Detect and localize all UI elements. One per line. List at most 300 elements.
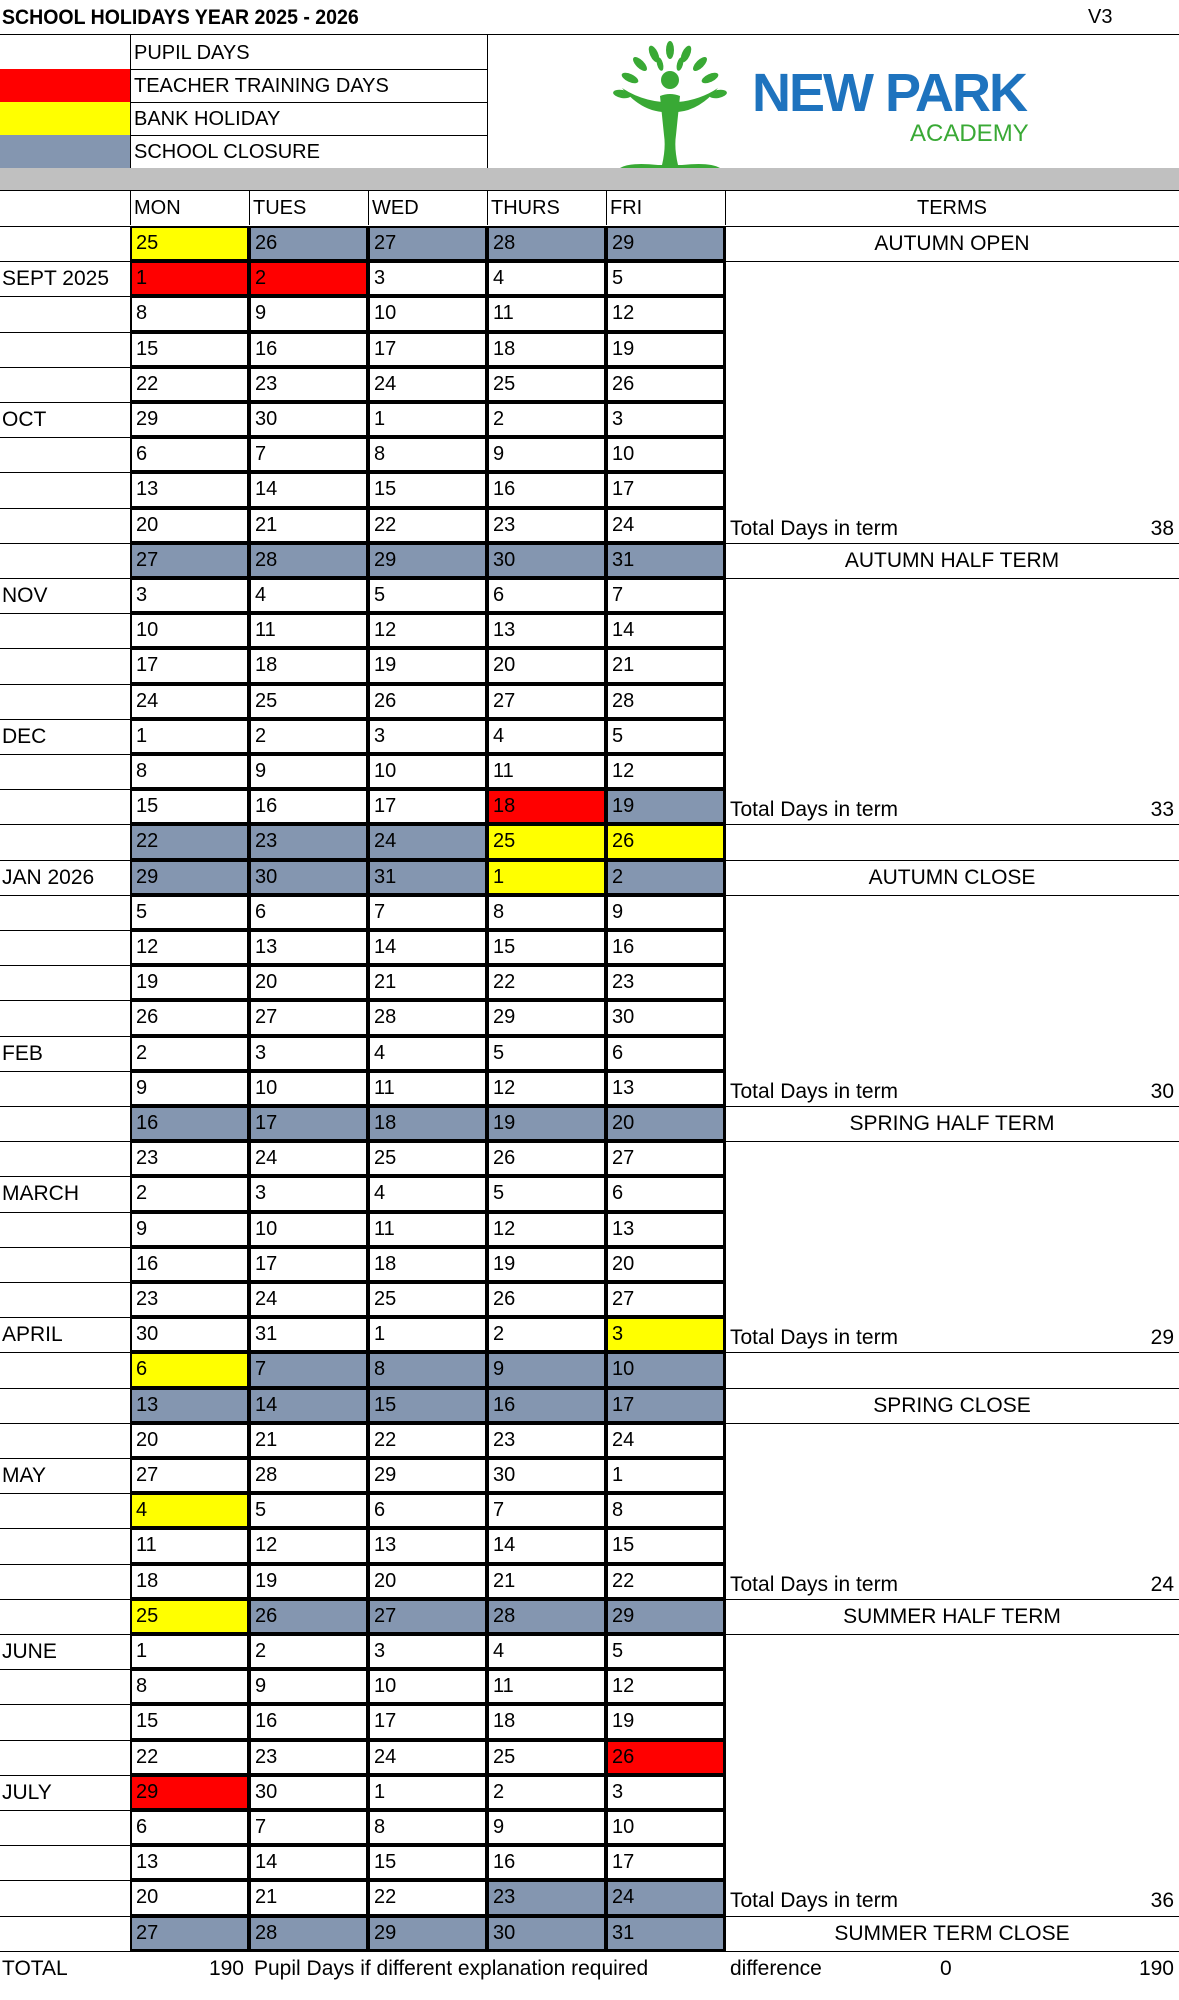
day-cell: 19 [368,648,487,683]
legend-label: BANK HOLIDAY [134,108,281,130]
day-cell: 23 [130,1282,249,1317]
day-cell: 25 [249,684,368,719]
day-cell: 14 [368,930,487,965]
day-cell: 4 [130,1493,249,1528]
col-header-terms: TERMS [917,197,987,219]
term-label: AUTUMN HALF TERM [844,548,1060,572]
day-cell: 7 [249,1352,368,1387]
day-cell: 19 [130,965,249,1000]
legend-swatch [0,135,130,168]
day-cell: 19 [249,1564,368,1599]
month-label: MARCH [2,1182,79,1206]
day-cell: 10 [368,754,487,789]
legend-swatch [0,69,130,102]
day-cell: 12 [487,1071,606,1106]
day-cell: 16 [249,332,368,367]
day-cell: 11 [249,613,368,648]
day-cell: 21 [487,1564,606,1599]
day-cell: 5 [487,1176,606,1211]
day-cell: 22 [130,1740,249,1775]
day-cell: 18 [487,1704,606,1739]
day-cell: 23 [249,824,368,859]
day-cell: 27 [130,1458,249,1493]
day-cell: 9 [487,1352,606,1387]
day-cell: 29 [606,226,725,261]
day-cell: 29 [368,1458,487,1493]
day-cell: 9 [249,296,368,331]
day-cell: 7 [368,895,487,930]
day-cell: 16 [487,472,606,507]
col-header-wed: WED [372,197,419,219]
day-cell: 29 [368,543,487,578]
day-cell: 1 [130,261,249,296]
day-cell: 28 [606,684,725,719]
day-cell: 16 [487,1845,606,1880]
day-cell: 17 [249,1106,368,1141]
difference-value: 0 [940,1957,952,1980]
day-cell: 15 [130,332,249,367]
day-cell: 19 [606,789,725,824]
day-cell: 18 [368,1247,487,1282]
day-cell: 9 [130,1071,249,1106]
day-cell: 10 [606,437,725,472]
day-cell: 22 [368,1423,487,1458]
day-cell: 26 [368,684,487,719]
term-total-label: Total Days in term [730,516,899,540]
day-cell: 3 [606,402,725,437]
day-cell: 27 [130,1916,249,1951]
day-cell: 20 [130,508,249,543]
day-cell: 11 [368,1212,487,1247]
day-cell: 10 [368,1669,487,1704]
day-cell: 28 [487,1599,606,1634]
day-cell: 25 [487,367,606,402]
col-header-tues: TUES [253,197,307,219]
day-cell: 3 [249,1036,368,1071]
day-cell: 6 [130,437,249,472]
day-cell: 4 [487,261,606,296]
term-total-value: 29 [1150,1326,1174,1350]
day-cell: 29 [487,1000,606,1035]
term-total-label: Total Days in term [730,1079,899,1103]
day-cell: 16 [130,1247,249,1282]
day-cell: 30 [487,543,606,578]
day-cell: 17 [368,1704,487,1739]
term-label: SUMMER TERM CLOSE [834,1921,1070,1945]
day-cell: 13 [130,1388,249,1423]
day-cell: 27 [487,684,606,719]
day-cell: 22 [606,1564,725,1599]
day-cell: 6 [606,1176,725,1211]
total-value: 190 [208,1957,244,1980]
day-cell: 1 [130,1634,249,1669]
day-cell: 10 [606,1352,725,1387]
day-cell: 25 [130,1599,249,1634]
day-cell: 16 [606,930,725,965]
day-cell: 16 [130,1106,249,1141]
day-cell: 6 [606,1036,725,1071]
day-cell: 2 [130,1176,249,1211]
day-cell: 3 [368,719,487,754]
term-total-value: 24 [1150,1572,1174,1596]
day-cell: 31 [249,1317,368,1352]
day-cell: 8 [130,1669,249,1704]
day-cell: 14 [249,1388,368,1423]
day-cell: 4 [368,1176,487,1211]
day-cell: 17 [368,789,487,824]
term-label: SUMMER HALF TERM [843,1604,1061,1628]
month-label: OCT [2,408,47,431]
final-total-value: 190 [1138,1957,1174,1980]
day-cell: 19 [487,1106,606,1141]
day-cell: 25 [368,1282,487,1317]
day-cell: 1 [368,1775,487,1810]
day-cell: 20 [487,648,606,683]
day-cell: 8 [368,437,487,472]
col-header-fri: FRI [610,197,643,219]
day-cell: 9 [249,1669,368,1704]
day-cell: 3 [249,1176,368,1211]
day-cell: 4 [487,719,606,754]
day-cell: 17 [606,1388,725,1423]
day-cell: 23 [487,1880,606,1915]
term-total-label: Total Days in term [730,798,899,822]
day-cell: 18 [487,789,606,824]
day-cell: 10 [249,1212,368,1247]
day-cell: 22 [368,508,487,543]
day-cell: 18 [368,1106,487,1141]
col-header-thurs: THURS [491,197,560,219]
day-cell: 24 [368,824,487,859]
day-cell: 24 [606,1423,725,1458]
day-cell: 18 [130,1564,249,1599]
term-label: SPRING HALF TERM [849,1112,1055,1135]
month-label: SEPT 2025 [2,267,110,291]
day-cell: 19 [606,332,725,367]
day-cell: 13 [606,1212,725,1247]
day-cell: 15 [130,1704,249,1739]
day-cell: 3 [130,578,249,613]
month-label: APRIL [2,1323,63,1347]
footer-note: Pupil Days if different explanation required [254,1957,649,1980]
day-cell: 6 [487,578,606,613]
day-cell: 2 [249,719,368,754]
day-cell: 28 [487,226,606,261]
day-cell: 12 [606,296,725,331]
term-total-value: 33 [1150,798,1174,822]
day-cell: 5 [487,1036,606,1071]
day-cell: 24 [606,508,725,543]
day-cell: 2 [487,402,606,437]
day-cell: 30 [249,1775,368,1810]
legend-label: TEACHER TRAINING DAYS [134,75,389,97]
day-cell: 2 [249,1634,368,1669]
separator-band [0,168,1179,190]
day-cell: 24 [249,1282,368,1317]
day-cell: 9 [487,1810,606,1845]
day-cell: 26 [606,1740,725,1775]
day-cell: 26 [606,824,725,859]
day-cell: 20 [130,1880,249,1915]
day-cell: 28 [249,1458,368,1493]
day-cell: 22 [487,965,606,1000]
term-total-value: 36 [1150,1889,1174,1913]
day-cell: 30 [249,402,368,437]
day-cell: 2 [487,1317,606,1352]
term-total-label: Total Days in term [730,1326,899,1350]
day-cell: 5 [368,578,487,613]
day-cell: 23 [487,1423,606,1458]
day-cell: 26 [606,367,725,402]
day-cell: 11 [487,1669,606,1704]
day-cell: 21 [249,1880,368,1915]
day-cell: 3 [606,1775,725,1810]
day-cell: 27 [249,1000,368,1035]
difference-label: difference [730,1957,822,1980]
day-cell: 5 [249,1493,368,1528]
day-cell: 10 [606,1810,725,1845]
day-cell: 27 [606,1141,725,1176]
day-cell: 14 [606,613,725,648]
day-cell: 5 [606,719,725,754]
day-cell: 13 [368,1528,487,1563]
day-cell: 20 [249,965,368,1000]
day-cell: 10 [368,296,487,331]
day-cell: 15 [368,1388,487,1423]
day-cell: 29 [130,402,249,437]
day-cell: 10 [130,613,249,648]
day-cell: 17 [606,472,725,507]
day-cell: 21 [249,1423,368,1458]
day-cell: 26 [487,1141,606,1176]
day-cell: 8 [487,895,606,930]
day-cell: 30 [249,860,368,895]
term-label: AUTUMN CLOSE [868,865,1036,889]
term-total-value: 30 [1150,1079,1174,1103]
month-label: DEC [2,724,47,748]
day-cell: 14 [249,1845,368,1880]
day-cell: 10 [249,1071,368,1106]
term-total-value: 38 [1150,516,1174,540]
day-cell: 14 [487,1528,606,1563]
day-cell: 20 [130,1423,249,1458]
day-cell: 2 [130,1036,249,1071]
day-cell: 3 [368,261,487,296]
day-cell: 25 [130,226,249,261]
logo [600,40,1050,170]
day-cell: 16 [487,1388,606,1423]
day-cell: 15 [130,789,249,824]
day-cell: 3 [606,1317,725,1352]
day-cell: 2 [606,860,725,895]
day-cell: 12 [606,1669,725,1704]
day-cell: 30 [487,1916,606,1951]
day-cell: 7 [249,437,368,472]
day-cell: 2 [249,261,368,296]
day-cell: 23 [249,367,368,402]
day-cell: 29 [130,1775,249,1810]
day-cell: 8 [368,1810,487,1845]
day-cell: 27 [368,226,487,261]
day-cell: 27 [368,1599,487,1634]
day-cell: 7 [606,578,725,613]
day-cell: 1 [368,1317,487,1352]
page-title: SCHOOL HOLIDAYS YEAR 2025 - 2026 [2,6,359,29]
day-cell: 23 [249,1740,368,1775]
day-cell: 5 [130,895,249,930]
month-label: JAN 2026 [2,865,95,889]
day-cell: 1 [368,402,487,437]
day-cell: 8 [606,1493,725,1528]
day-cell: 24 [130,684,249,719]
day-cell: 7 [249,1810,368,1845]
day-cell: 26 [487,1282,606,1317]
day-cell: 24 [249,1141,368,1176]
day-cell: 29 [368,1916,487,1951]
day-cell: 5 [606,261,725,296]
day-cell: 26 [249,226,368,261]
term-total-label: Total Days in term [730,1572,899,1596]
day-cell: 21 [368,965,487,1000]
day-cell: 21 [249,508,368,543]
day-cell: 20 [606,1247,725,1282]
day-cell: 12 [606,754,725,789]
day-cell: 1 [606,1458,725,1493]
day-cell: 1 [487,860,606,895]
day-cell: 15 [368,472,487,507]
day-cell: 24 [606,1880,725,1915]
day-cell: 12 [130,930,249,965]
day-cell: 24 [368,367,487,402]
logo-name: NEW PARK [752,63,1026,123]
day-cell: 13 [130,1845,249,1880]
day-cell: 20 [606,1106,725,1141]
day-cell: 17 [130,648,249,683]
legend-swatch [0,102,130,135]
col-header-mon: MON [134,197,181,219]
day-cell: 8 [368,1352,487,1387]
day-cell: 4 [249,578,368,613]
day-cell: 11 [368,1071,487,1106]
day-cell: 26 [249,1599,368,1634]
day-cell: 19 [606,1704,725,1739]
day-cell: 27 [606,1282,725,1317]
version-label: V3 [1088,6,1113,28]
day-cell: 16 [249,789,368,824]
day-cell: 23 [606,965,725,1000]
month-label: JULY [2,1780,52,1804]
day-cell: 30 [606,1000,725,1035]
legend-label: SCHOOL CLOSURE [134,141,320,163]
day-cell: 15 [368,1845,487,1880]
day-cell: 17 [368,332,487,367]
day-cell: 17 [249,1247,368,1282]
day-cell: 2 [487,1775,606,1810]
day-cell: 11 [487,754,606,789]
day-cell: 28 [249,543,368,578]
day-cell: 23 [487,508,606,543]
month-label: NOV [2,584,48,607]
month-label: MAY [2,1464,46,1487]
month-label: JUNE [2,1640,57,1663]
day-cell: 13 [606,1071,725,1106]
day-cell: 31 [606,543,725,578]
day-cell: 4 [368,1036,487,1071]
legend-swatch [0,36,130,69]
day-cell: 5 [606,1634,725,1669]
day-cell: 23 [130,1141,249,1176]
month-label: FEB [2,1041,43,1065]
day-cell: 25 [368,1141,487,1176]
day-cell: 8 [130,754,249,789]
term-label: SPRING CLOSE [873,1393,1031,1417]
day-cell: 11 [487,296,606,331]
day-cell: 29 [606,1599,725,1634]
day-cell: 9 [606,895,725,930]
day-cell: 30 [130,1317,249,1352]
day-cell: 22 [130,367,249,402]
day-cell: 3 [368,1634,487,1669]
day-cell: 9 [130,1212,249,1247]
day-cell: 6 [368,1493,487,1528]
day-cell: 13 [249,930,368,965]
day-cell: 28 [368,1000,487,1035]
day-cell: 19 [487,1247,606,1282]
term-label: AUTUMN OPEN [874,232,1030,255]
day-cell: 18 [487,332,606,367]
day-cell: 24 [368,1740,487,1775]
day-cell: 14 [249,472,368,507]
day-cell: 25 [487,1740,606,1775]
day-cell: 6 [130,1352,249,1387]
day-cell: 31 [368,860,487,895]
total-label: TOTAL [2,1957,68,1980]
day-cell: 9 [487,437,606,472]
day-cell: 12 [249,1528,368,1563]
day-cell: 11 [130,1528,249,1563]
day-cell: 21 [606,648,725,683]
day-cell: 6 [130,1810,249,1845]
day-cell: 9 [249,754,368,789]
day-cell: 29 [130,860,249,895]
day-cell: 26 [130,1000,249,1035]
day-cell: 4 [487,1634,606,1669]
day-cell: 20 [368,1564,487,1599]
day-cell: 8 [130,296,249,331]
day-cell: 18 [249,648,368,683]
day-cell: 6 [249,895,368,930]
day-cell: 12 [487,1212,606,1247]
legend-label: PUPIL DAYS [134,42,250,64]
day-cell: 31 [606,1916,725,1951]
day-cell: 13 [130,472,249,507]
day-cell: 13 [487,613,606,648]
day-cell: 7 [487,1493,606,1528]
logo-sub: ACADEMY [910,120,1029,147]
day-cell: 22 [368,1880,487,1915]
day-cell: 12 [368,613,487,648]
day-cell: 15 [606,1528,725,1563]
day-cell: 28 [249,1916,368,1951]
day-cell: 1 [130,719,249,754]
day-cell: 16 [249,1704,368,1739]
day-cell: 22 [130,824,249,859]
term-total-label: Total Days in term [730,1889,899,1913]
day-cell: 17 [606,1845,725,1880]
day-cell: 15 [487,930,606,965]
day-cell: 30 [487,1458,606,1493]
day-cell: 25 [487,824,606,859]
